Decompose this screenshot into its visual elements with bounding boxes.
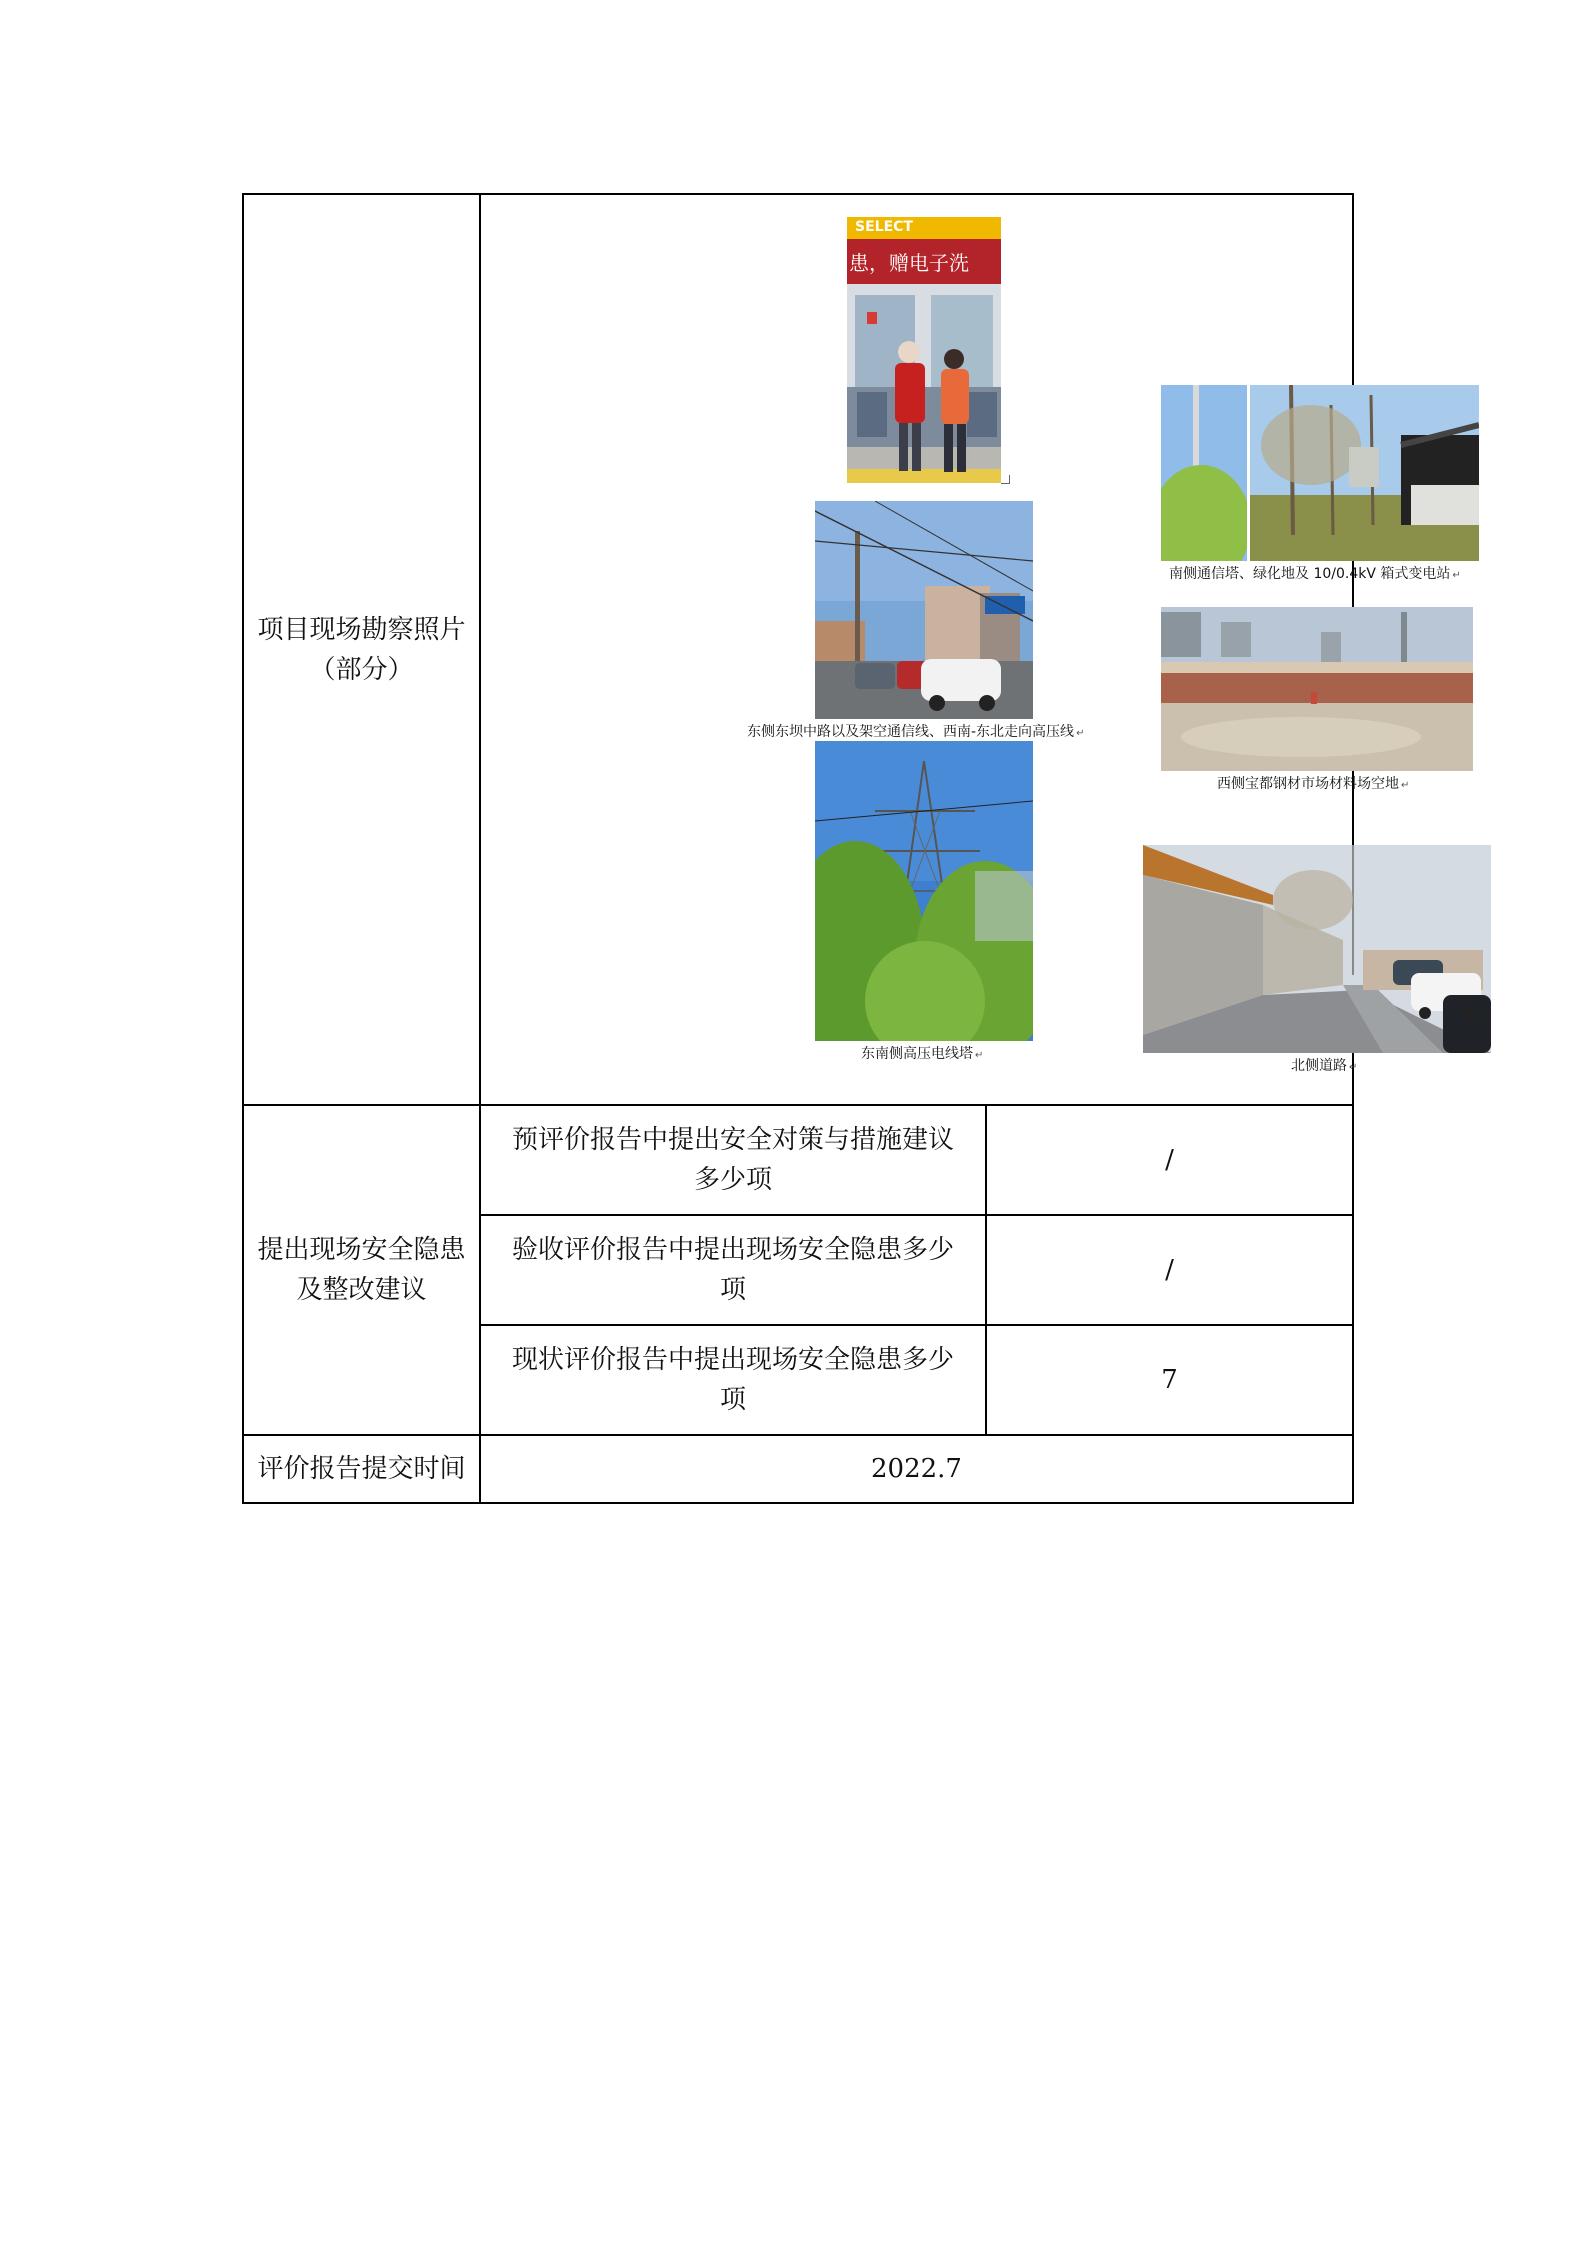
caption-east: 东侧东坝中路以及架空通信线、西南-东北走向高压线 ↵ (747, 721, 1084, 741)
submit-time-label: 评价报告提交时间 (257, 1454, 466, 1484)
photo-southeast-tower (815, 741, 1033, 1041)
site-photos-label-line2: （部分） (309, 654, 414, 685)
caption-south: 南侧通信塔、绿化地及 10/0.4kV 箱式变电站 ↵ (1169, 563, 1461, 583)
status-eval-value: 7 (1161, 1365, 1178, 1395)
status-eval-question (481, 1326, 985, 1434)
anchor-mark (1001, 475, 1010, 484)
caption-north: 北侧道路 ↵ (1291, 1055, 1357, 1075)
photo-west-field (1161, 607, 1473, 771)
pre-eval-question-line1: 预评价报告中提出安全对策与措施建议 (511, 1125, 954, 1155)
submit-time-value: 2022.7 (871, 1454, 962, 1484)
pre-eval-question-line2: 多少项 (693, 1165, 772, 1195)
caption-southeast: 东南侧高压电线塔 ↵ (861, 1043, 983, 1063)
acceptance-eval-question-line2: 项 (719, 1275, 746, 1305)
pre-eval-value: / (1165, 1145, 1174, 1175)
status-eval-question-line1: 现状评价报告中提出现场安全隐患多少 (511, 1345, 954, 1375)
acceptance-eval-question-line1: 验收评价报告中提出现场安全隐患多少 (511, 1235, 954, 1265)
photo-storefront (847, 217, 1001, 483)
pre-eval-question (481, 1106, 985, 1214)
info-table (242, 193, 1451, 1504)
acceptance-eval-value: / (1165, 1255, 1174, 1285)
storefront-banner-text: 患，赠电子洗 (849, 251, 969, 275)
photo-south-substation (1161, 385, 1479, 561)
acceptance-eval-question (481, 1216, 985, 1324)
caption-west: 西侧宝都钢材市场材料场空地 ↵ (1217, 773, 1409, 793)
photo-area (481, 195, 1451, 1104)
hazards-label (244, 1106, 479, 1434)
hazards-label-line2: 及整改建议 (296, 1275, 427, 1305)
site-photos-label (244, 195, 479, 1104)
site-photos-label-line1: 项目现场勘察照片 (257, 614, 466, 645)
photo-east-road (815, 501, 1033, 719)
status-eval-question-line2: 项 (719, 1385, 746, 1415)
hazards-label-line1: 提出现场安全隐患 (257, 1235, 466, 1265)
storefront-sign-text: SELECT (855, 219, 913, 235)
photo-north-road (1143, 845, 1491, 1053)
